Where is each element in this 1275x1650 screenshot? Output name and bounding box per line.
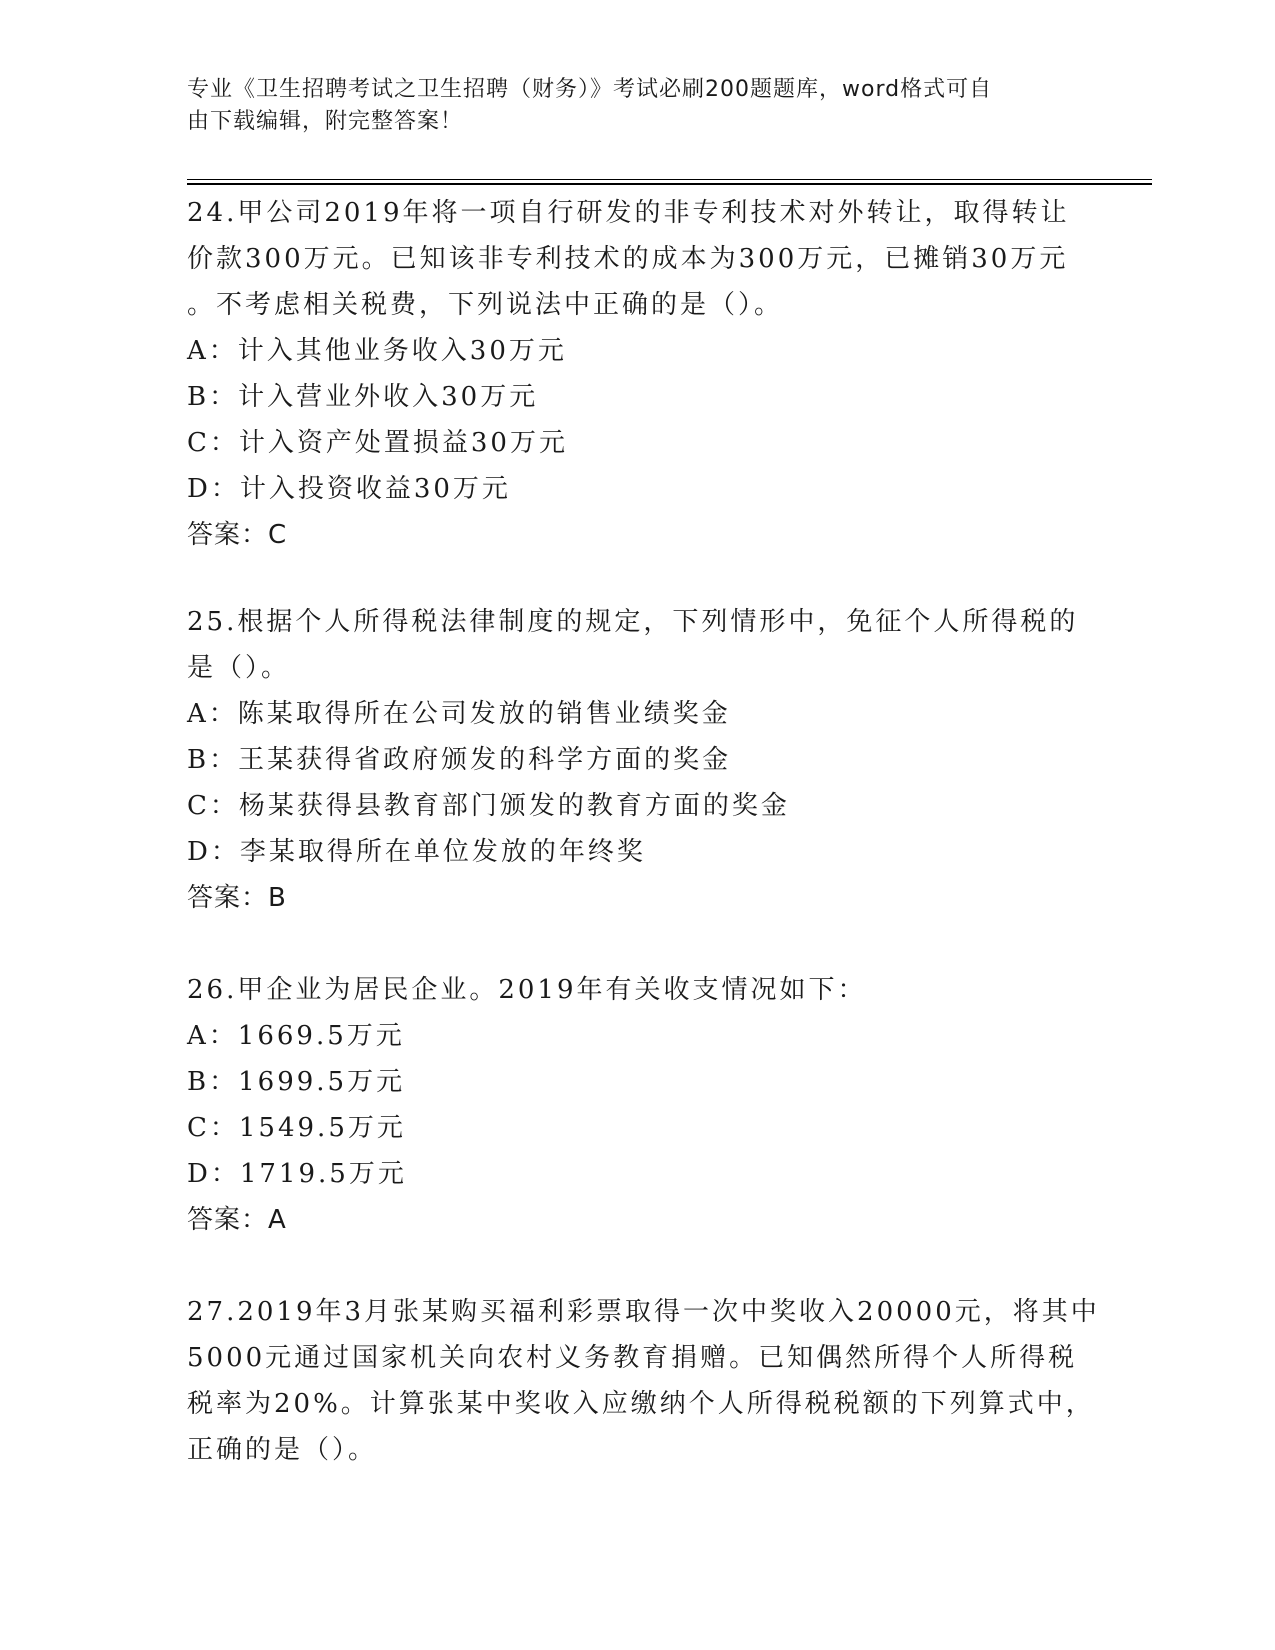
- option-a: A：陈某取得所在公司发放的销售业绩奖金: [187, 699, 731, 729]
- question-stem-line: 27.2019年3月张某购买福利彩票取得一次中奖收入20000元，将其中: [187, 1297, 1100, 1327]
- option-c: C：杨某获得县教育部门颁发的教育方面的奖金: [187, 791, 790, 821]
- question-stem-line: 25.根据个人所得税法律制度的规定，下列情形中，免征个人所得税的: [187, 607, 1079, 637]
- option-b: B：王某获得省政府颁发的科学方面的奖金: [187, 745, 732, 775]
- answer-line: 答案：A: [187, 1205, 287, 1235]
- question-stem-line: 5000元通过国家机关向农村义务教育捐赠。已知偶然所得个人所得税: [187, 1343, 1078, 1373]
- question-stem-line: 。不考虑相关税费，下列说法中正确的是（）。: [187, 290, 784, 320]
- option-b: B：计入营业外收入30万元: [187, 382, 539, 412]
- option-d: D：1719.5万元: [187, 1159, 407, 1189]
- question-25: [187, 599, 1077, 921]
- question-stem-line: 24.甲公司2019年将一项自行研发的非专利技术对外转让，取得转让: [187, 198, 1070, 228]
- option-a: A：1669.5万元: [187, 1021, 405, 1051]
- answer-line: 答案：B: [187, 883, 287, 913]
- question-26: [187, 967, 1077, 1243]
- option-c: C：计入资产处置损益30万元: [187, 428, 568, 458]
- question-27: [187, 1289, 1100, 1473]
- header-divider-thin: [187, 179, 1152, 180]
- header-divider-thick: [187, 183, 1152, 185]
- question-stem-line: 26.甲企业为居民企业。2019年有关收支情况如下：: [187, 975, 867, 1005]
- answer-line: 答案：C: [187, 520, 288, 550]
- option-a: A：计入其他业务收入30万元: [187, 336, 567, 366]
- option-d: D：李某取得所在单位发放的年终奖: [187, 837, 646, 867]
- question-stem-line: 是（）。: [187, 653, 291, 683]
- question-stem-line: 税率为20%。计算张某中奖收入应缴纳个人所得税税额的下列算式中，: [187, 1389, 1095, 1419]
- question-stem-line: 正确的是（）。: [187, 1435, 378, 1465]
- option-b: B：1699.5万元: [187, 1067, 406, 1097]
- option-c: C：1549.5万元: [187, 1113, 406, 1143]
- header-line-1: 专业《卫生招聘考试之卫生招聘（财务）》考试必刷200题题库，word格式可自: [187, 77, 993, 102]
- question-24: [187, 190, 1077, 558]
- document-header: [187, 74, 1067, 138]
- option-d: D：计入投资收益30万元: [187, 474, 511, 504]
- header-line-2: 由下载编辑，附完整答案！: [187, 109, 464, 134]
- question-stem-line: 价款300万元。已知该非专利技术的成本为300万元，已摊销30万元: [187, 244, 1069, 274]
